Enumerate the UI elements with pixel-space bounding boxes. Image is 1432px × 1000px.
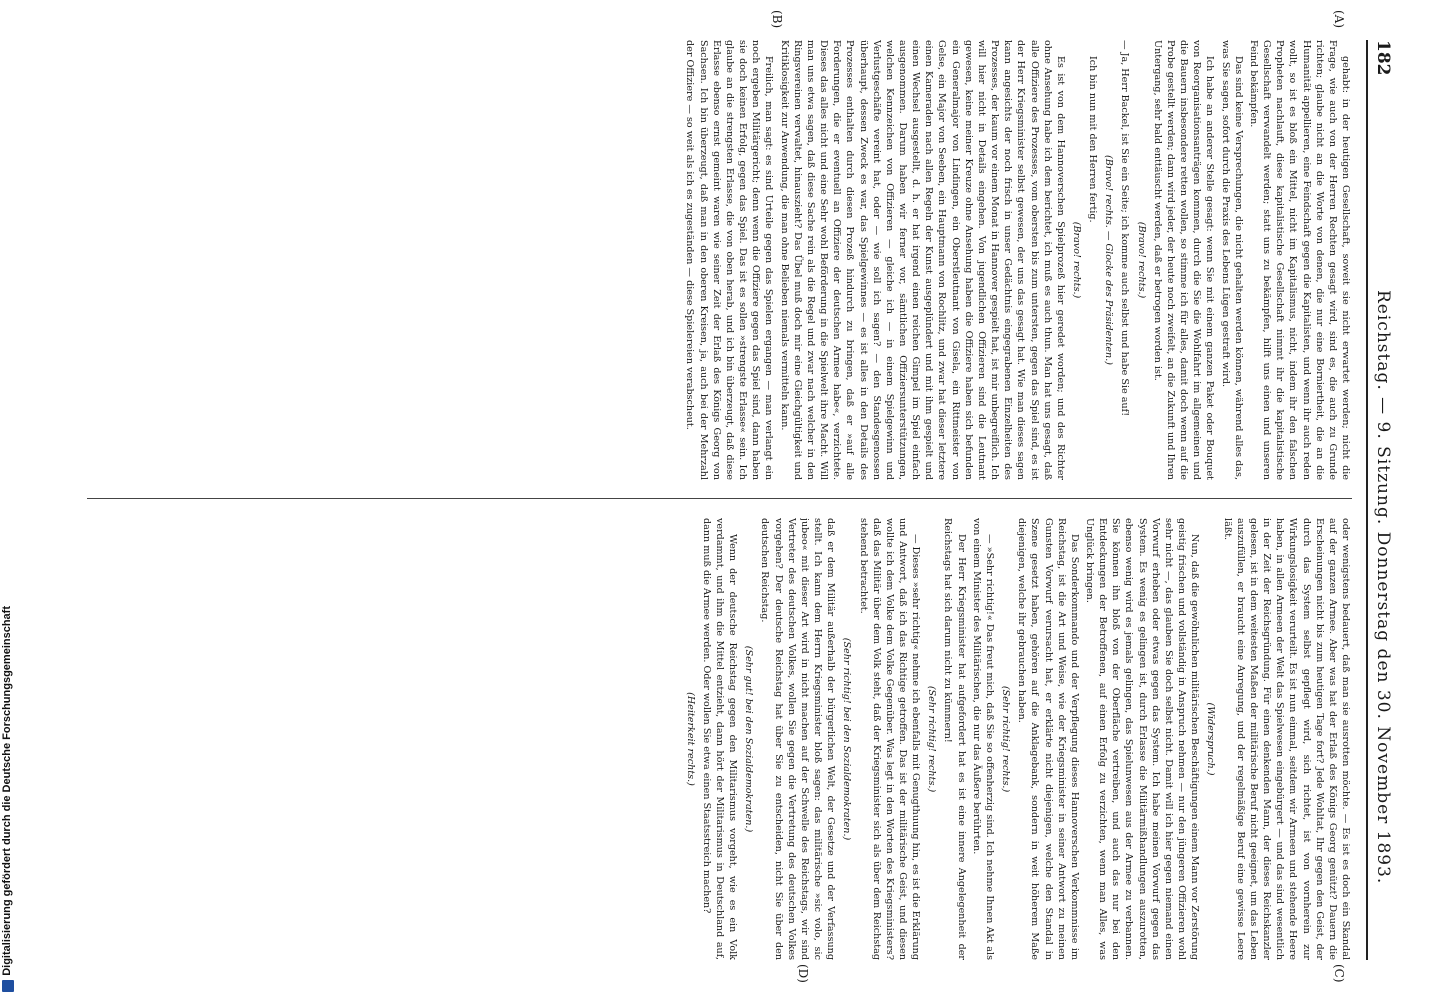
paragraph: Wenn der deutsche Reichstag gegen den Militarismus vorgeht, wie es ein Volk verdammt, und ihm die Mittel entzieht, dann hört der Militarismus in Deutschland auf, dann muß die Armee werden. Oder wollen Sie etwa einen Staatsstreich machen? [700, 518, 739, 960]
interjection: (Sehr richtig! rechts.) [926, 685, 938, 793]
paragraph: — Dieses »sehr richtig« nehme ich ebenfalls mit Genugthuung hin, es ist die Erklärung und Antwort, daß ich das Richtige getroffen. Das ist der militärische Geist, und diesen wollte ich dem Volke dem Volke Gegenüber. Was legt in den Worten des Kriegsministers? daß das Militär über dem Volk steht, daß der Kriegsminister sich als über dem Reichstag stehend betrachtet. [857, 518, 922, 960]
margin-mark-a: (A) [1332, 10, 1346, 29]
paragraph: Es ist von dem Hannoverschen Spielprozeß hier geredet worden; und des Richter ohne Ansehung habe ich dem berichtet, ich muß es auch thun. Man hat uns gesagt, daß alle Offiziere des Prozesses, vom obersten bis zum untersten, gegen das Spiel sind, es ist der Herr Kriegsminister selbst gewesen, der uns das gesagt hat. Wie man dieses sagen kann angesichts der noch frisch in unser Gedächtnis eingegrabenen Einzelheiten des Prozesses, der kaum vor einem Monat in Hannover gespielt hat, ist mir unbegreiflich. Ich will hier nicht in Details eingehen. Von jugendlichen Offizieren sind die Leutnant gewesen, keine meiner Kreuze ohne Ansehung haben die Offiziere haben sich befunden ein Generalmajor von Lindingen, ein Oberstleutnant von Gisela, ein Rittmeister von Gelse, ein Major von Seeben, ein Hauptmann von Rochlitz, und zwar hat dieser letztere einen Kameraden nach allen Regeln der Kunst ausgeplündert und mit ihm gespielt und einen Wechsel ausgestellt, d. h. er hat irgend einen reichen Gimpel im Spiel einfach ausgenommen. Darum haben wir ferner vor, sämtlichen Offiziersunterstützungen, welchen Kennzeichen von Offizieren — gleiche ich — in einem Spielgewinn und Verlustgeschäfte vereint hat, oder — wie soll ich sagen? — den Standesgenossen überhaupt, dessen Zweck es war, das Spielgewinnes — es ist alles in den Details des Prozesses enthalten durch diesen Prozeß hindurch zu bringen, daß er »auf alle Forderungen, die er eventuell an Offiziere der deutschen Armee habe«, verzichtete. Dieses das alles nicht und eine Sehr wohl Beförderung in die Spielwelt ihre Macht. Will man uns etwa sagen, daß diese Sache rein als die Regel und zwar nach welcher in den Ringsvereinen verwaltet, hinauszieht? Das Übel muß doch mir eine Gleichgültigkeit und Kritiklosigkeit zur Anwendung, die man ohne Belieben niemals vermitteln kann. [778, 40, 1066, 480]
interjection: (Sehr gut! bei den Sozialdemokraten.) [743, 645, 755, 833]
left-column [87, 40, 1352, 480]
column-divider [87, 498, 1352, 499]
digitization-credit [0, 0, 18, 1000]
paragraph: Ich bin nun mit den Herren fertig. [1087, 56, 1099, 223]
right-column [87, 518, 1352, 960]
header-title: Reichstag. — 9. Sitzung. Donnerstag den 30. November 1893. [1373, 290, 1393, 885]
interjection: (Bravo! rechts. — Glocke des Präsidenten.) [1103, 154, 1115, 365]
paragraph: oder wenigstens bedauert, daß man sie ausrotten möchte. — Es ist es doch ein Skandal auf der ganzen Armee. Aber was hat der Erlaß des Königs Georg genützt? Dauern die Erscheinungen nicht bis zum heutigen Tage fort? Jede Wohltat, Ihr gegen den Geist, der durch das System selbst gepflegt wird, sich richtet, ist von vornherein zur Wirkungslosigkeit verurteilt. Es ist nun einmal, seitdem wir Armeen und stehende Heere haben, in allen Armeen der Welt das Spielwesen eingebürgert — und das sind wesentlich in der Zeit der Reichsgründung. Für einen denkenden Mann, der dieses Reichskanzler gelesen, ist in dem weitesten Maßen der militärische Beruf nicht geeignet, um das Leben auszufüllen, er braucht eine Anregung, und der regelmäßige Beruf eine gewisse Leere läßt. [1221, 518, 1351, 960]
paragraph: Nun, daß die gewöhnlichen militärischen Beschäftigungen einem Mann vor Zerstörung geistig frischen und vollständig in Anspruch nehmen — nur den jüngeren Offizieren wohl sehr nicht —, das glauben Sie doch selbst nicht. Damit will ich hier gegen niemand einen Vorwurf erheben oder etwas gegen das System. Ich habe meinen Vorwurf gegen das System. Es wenig es gelingen ist, durch Erlasse die Militärmißhandlungen auszurotten, ebenso wenig wird es jemals gelingen, das Spielunwesen aus der Armee zu verbannen. Sie können ihn bloß von der Oberfläche vertreiben, und auch das nur bei den Entdeckungen der Betroffenen, auf einen Erfolg zu verzichten, wenn man Alles, was Unglück bringen. [1084, 518, 1201, 960]
interjection: (Sehr richtig! bei den Sozialdemokraten.) [841, 637, 853, 841]
running-header [1366, 40, 1398, 960]
paragraph: Das Sonderkommando und der Verpflegung dieses Hannoverschen Verkommnisse im Reichstag, ist die Art und Weise, wie der Kriegsminister in seiner Antwort zu meinen Gunsten Vorwurf verursacht hat, er erklärte nicht diejenigen, welche den Standal in Szene gesetzt haben, gehören auf die Anklagebank, sondern in weit höherem Maße diejenigen, welche ihr gebrauchen haben. [1016, 518, 1080, 960]
interjection: (Bravo! rechts.) [1135, 221, 1147, 299]
interjection: (Widerspruch.) [1205, 702, 1217, 776]
paragraph: daß er dem Militär außerhalb der bürgerlichen Welt, der Gesetze und der Verfassung stellt. Ich kann dem Herrn Kriegsminister bloß sagen: das militärische »sic volo, sic jubeo« mit dieser Art wird in nicht machen auf der Schwelle des Reichstags, wir sind Vertreter des deutschen Volkes, wollen Sie gegen die Vertretung des deutschen Volkes vorgehen? Der deutsche Reichstag hat über Sie zu entscheiden, nicht Sie über den deutschen Reichstag. [759, 518, 837, 960]
dfg-logo-icon [2, 980, 14, 992]
interjection: (Sehr richtig! rechts.) [1000, 685, 1012, 793]
paragraph: — Ja, Herr Backel, ist Sie ein Seite; ich komme auch selbst und habe Sie auf! [1119, 40, 1131, 417]
interjection: (Heiterkeit rechts.) [684, 692, 696, 786]
paragraph: Der Herr Kriegsminister hat aufgefordert hat es ist eine innere Angelegenheit der Reichstags hat sich darum nicht zu kümmern! [942, 518, 967, 960]
paragraph: Das sind keine Versprechungen, die nicht gehalten werden können, während alles das, was Sie sagen, sofort durch die Praxis des Lebens Lügen gestraft wird. [1219, 40, 1244, 480]
paragraph: — »Sehr richtig!« Das freut mich, daß Sie so offenherzig sind. Ich nehme Ihnen Akt als von einem Minister des Militärischen, die nur das Äußere berührten. [970, 518, 995, 960]
paragraph: Ich habe an anderer Stelle gesagt: wenn Sie mit einem ganzen Paket oder Bouquet von Reorganisationsanträgen kommen, durch die Sie die Wohlfahrt im allgemeinen und die Bauern insbesondere retten wollen, so stimme ich für alles, damit doch wenn auf die Probe gestellt werden; dann wird jeder, der heute noch zweifelt, an die Zukunft und Ihren Untergang, sehr bald enttäuscht werden, daß er betrogen worden ist. [1151, 40, 1216, 480]
interjection: (Bravo! rechts.) [1071, 221, 1083, 299]
paragraph: Freilich, man sagt: es sind Urteile gegen das Spielen ergangen — man verlangt ein noch ergeben Militärgericht; denn wenn die Offiziere gegen das Spiel sind, dann haben sie doch keinen Erfolg, gegen das Spiel. Das ist es sollen »strengste Erlasse« sein. Ich glaube an die strengsten Erlasse, die von oben herab, und ich bin überzeugt, daß diese Erlasse ebenso ernst gemeint waren wie seiner Zeit der Erlaß des Königs Georg von Sachsen. Ich bin überzeugt, daß man in den oberen Kreisen, ja, auch bei der Mehrzahl der Offiziere — so weit als ich es zugeständen — diese Spielereien verabscheut. [684, 40, 775, 480]
credit-text: Digitalisierung gefördert durch die Deutsche Forschungsgemeinschaft [1, 606, 13, 976]
paragraph: gehabt: in der heutigen Gesellschaft, soweit sie nicht erwartet werden; nicht die Frage, wie auch von der Herren Rechten gesagt wird, sind es, die auch zu Grunde richten; glaube nicht an die Worte von denen, die nur eine Borniertheit, die an die Humanität appellieren, eine Feindschaft gegen die Kapitalisten, und wenn ihr auch reden wollt, so ist es bloß ein Mittel, nicht im Kapitalismus, nicht, indem ihr den falschen Propheten nachlauft, diese kapitalistische Gesellschaft nimmt ihr die kapitalistische Gesellschaft verwandelt werden; statt uns zu bekämpfen, hilft uns einen und unseren Feind bekämpfen. [1247, 40, 1351, 480]
page-number: 182 [1373, 40, 1393, 76]
margin-mark-b: (B) [770, 10, 784, 29]
margin-mark-c: (C) [1332, 964, 1346, 983]
margin-mark-d: (D) [796, 964, 810, 983]
